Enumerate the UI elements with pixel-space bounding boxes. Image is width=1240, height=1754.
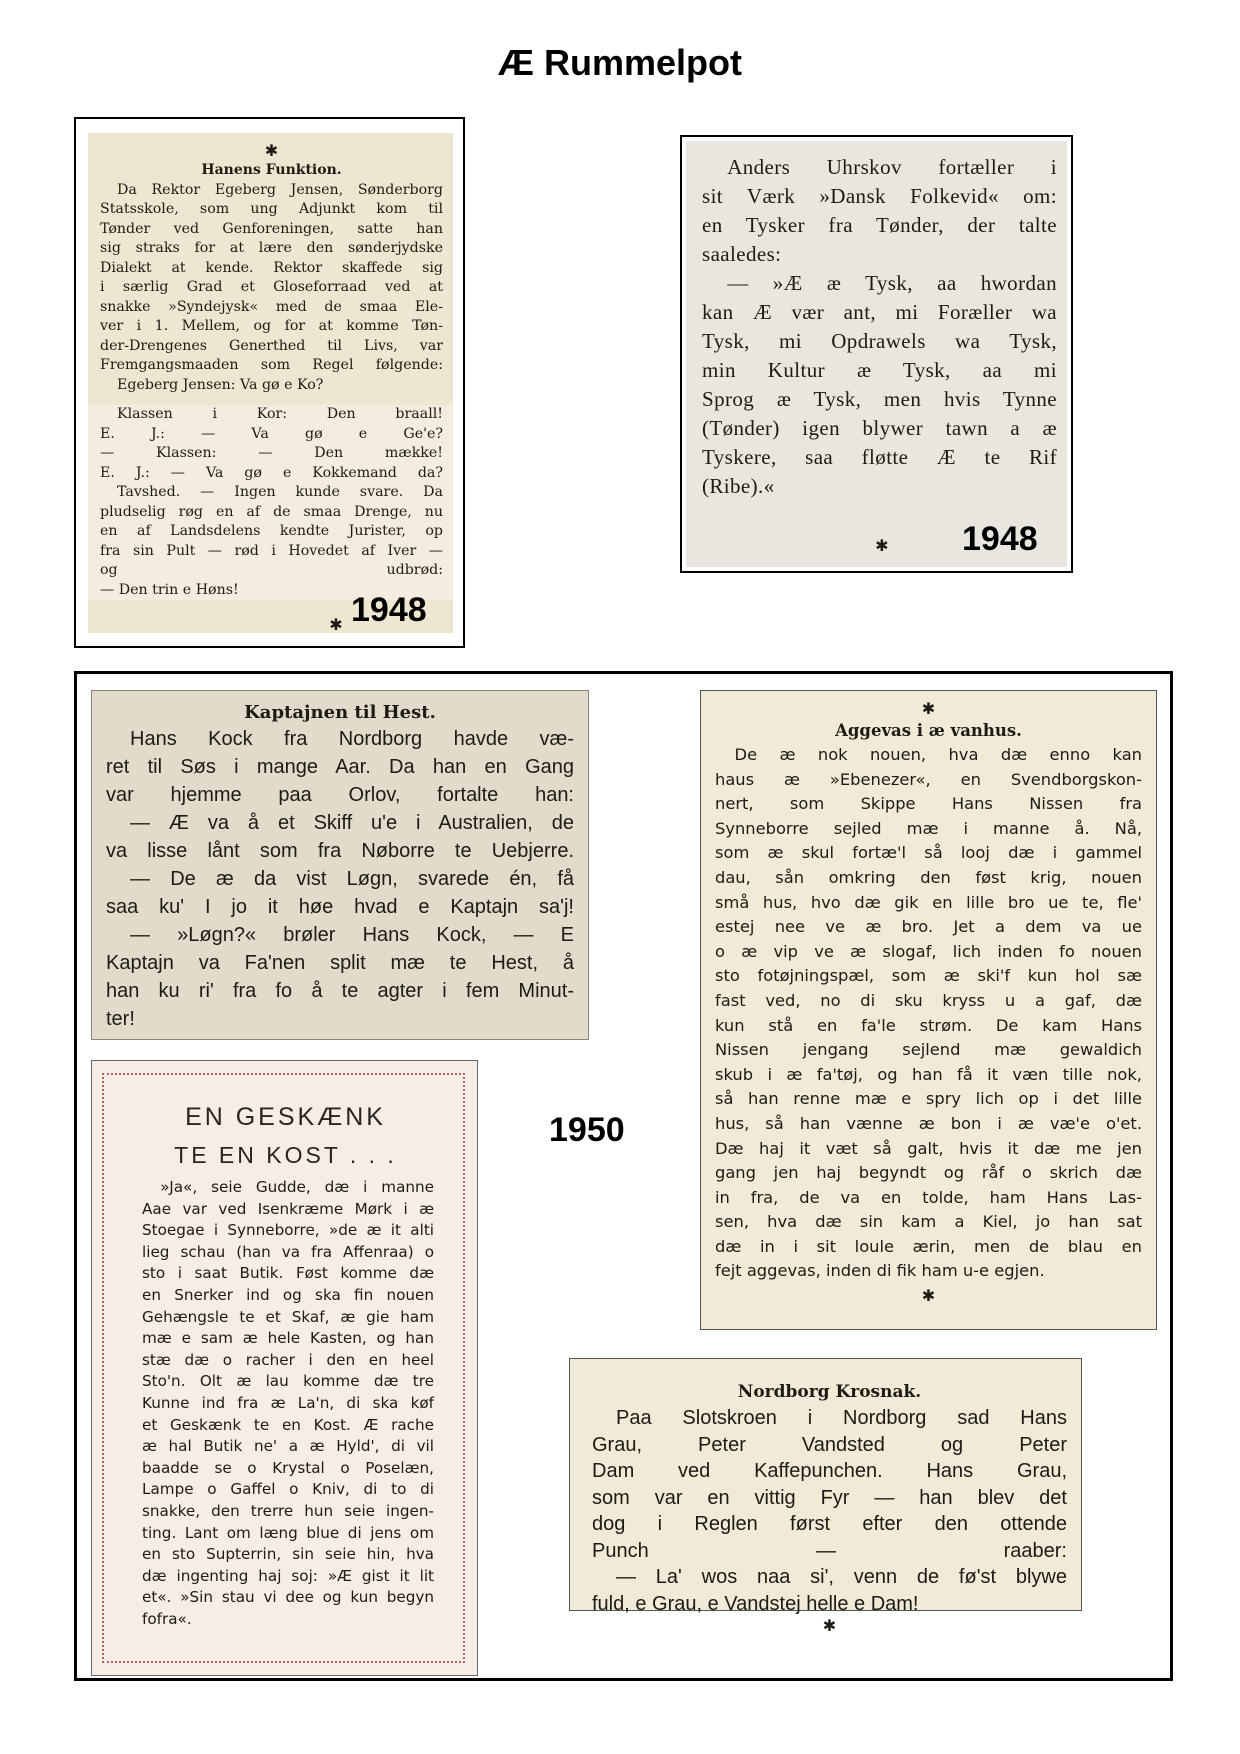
text-line: hus, så han vænne æ bon i æ væ'e o'et. (715, 1113, 1142, 1133)
text-line: gang jen haj begyndt og råf o skrich dæ (715, 1163, 1142, 1183)
clipping-kaptajnen-til-hest (91, 690, 589, 1040)
text-line: Stoegae i Synneborre, »de æ it alti (142, 1221, 434, 1240)
text-line: en Tysker fra Tønder, der talte (702, 213, 1057, 237)
text-line: min Kultur æ Tysk, aa mi (702, 358, 1057, 382)
text-line: fuld, e Grau, e Vandstej helle e Dam! (592, 1592, 919, 1615)
text-line: dog i Reglen først efter den ottende (592, 1513, 1067, 1535)
year-label-1948-right: 1948 (962, 520, 1038, 558)
text-line: Anders Uhrskov fortæller i (727, 155, 1057, 179)
clipping-heading: Nordborg Krosnak. (737, 1382, 922, 1402)
text-line: pludselig røg en af de smaa Drenge, nu (100, 503, 443, 520)
text-line: ret til Søs i mange Aar. Da han en Gang (106, 756, 574, 778)
text-line: Grau, Peter Vandsted og Peter (592, 1433, 1067, 1456)
text-line: en Snerker ind og ska fin nouen (142, 1285, 434, 1304)
text-line: De æ nok nouen, hva dæ enno kan (734, 745, 1142, 764)
clipping-body (702, 153, 1057, 501)
text-line: så han renne mæ e spry lich op i det lille (715, 1089, 1142, 1109)
text-line: Fremgangsmaaden som Regel følgende: (100, 357, 443, 373)
clipping-nordborg-krosnak (569, 1358, 1082, 1635)
text-line: Punch — raaber: (592, 1539, 1067, 1562)
text-line: — Den trin e Høns! (100, 581, 239, 598)
text-line: fra sin Pult — rød i Hovedet af Iver — (100, 542, 443, 559)
text-line: ter! (106, 1008, 135, 1030)
text-line: dæ in i sit loule ærin, men de blau en (715, 1236, 1142, 1256)
text-line: et Geskænk te en Kost. Æ rache (142, 1415, 434, 1434)
text-line: Gehængsle te et Skaf, æ gie ham (142, 1307, 434, 1326)
clipping-frame-uhrskov (680, 135, 1073, 573)
text-line: fejt aggevas, inden di fik ham u-e egjen. (715, 1261, 1045, 1281)
text-line: (Ribe).« (702, 474, 775, 498)
text-line: æ hal Butik ne' a æ Hyld', di vil (142, 1437, 434, 1456)
text-line: fofra«. (142, 1609, 192, 1628)
year-label-1948-left: 1948 (351, 591, 427, 629)
year-label-1950: 1950 (549, 1111, 625, 1149)
text-line: Dæ haj it væt så galt, hvis it dæ me jen (715, 1138, 1142, 1158)
text-line: in fra, de va en tolde, ham Hans Las- (715, 1187, 1142, 1207)
text-line: Dam ved Kaffepunchen. Hans Grau, (592, 1460, 1067, 1482)
text-line: Dialekt at kende. Rektor skaffede sig (100, 259, 443, 276)
text-line: Hans Kock fra Nordborg havde væ- (130, 728, 574, 750)
clipping-heading: Aggevas i æ vanhus. (835, 721, 1022, 740)
clipping-hanens-funktion (88, 133, 453, 633)
text-line: Sto'n. Olt æ lau komme dæ tre (142, 1372, 434, 1391)
text-line: haus æ »Ebenezer«, en Svendborgskon- (715, 769, 1142, 789)
star-ornament: ✱ (822, 1618, 837, 1635)
text-line: Tavshed. — Ingen kunde svare. Da (117, 484, 443, 500)
clipping-body (715, 743, 1142, 1284)
text-line: mæ e sam æ hele Kasten, og han (142, 1329, 434, 1348)
text-line: Da Rektor Egeberg Jensen, Sønderborg (117, 181, 443, 198)
text-line: som var en vittig Fyr — han blev det (592, 1486, 1067, 1509)
section-1950-frame (74, 671, 1173, 1681)
text-line: som æ skul fortæ'l så looj dæ i gammel (715, 843, 1142, 863)
text-line: Tønder ved Genforeningen, satte han (100, 220, 443, 237)
text-line: va lisse lånt som fra Nøborre te Uebjerre. (106, 840, 574, 862)
text-line: ver i 1. Mellem, og for at komme Tøn- (100, 318, 443, 334)
text-line: Tysk, mi Opdrawels wa Tysk, (702, 329, 1057, 353)
clipping-body-b (88, 405, 453, 600)
clipping-heading: Hanens Funktion. (201, 162, 342, 178)
clipping-aggevas (700, 690, 1157, 1330)
text-line: Tyskere, saa fløtte Æ te Rif (702, 445, 1057, 469)
text-line: små hus, hvo dæ gik en lille bro ue te, fle' (715, 892, 1142, 912)
clipping-heading-1: EN GESKÆNK (185, 1103, 386, 1131)
text-line: — »Løgn?« brøler Hans Kock, — E (130, 924, 574, 946)
text-line: estej nee ve æ bro. Jet a dem va ue (715, 917, 1142, 937)
text-line: sig straks for at lære den sønderjydske (100, 240, 443, 256)
star-ornament: ✱ (921, 699, 936, 718)
text-line: Nissen jengang sejlend mæ gewaldich (715, 1040, 1142, 1060)
text-line: var hjemme paa Orlov, fortalte han: (106, 784, 574, 806)
text-line: Egeberg Jensen: Va gø e Ko? (117, 376, 324, 393)
text-line: o æ vip ve æ slogaf, lich inden fo nouen (715, 941, 1142, 961)
text-line: sto fotøjningspæl, som æ ski'f kun hol sæ (715, 966, 1142, 986)
text-line: sen, hva dæ sin kam a Kiel, jo han sat (715, 1212, 1142, 1232)
text-line: fast ved, no di sku kryss u a gaf, dæ (715, 990, 1142, 1010)
text-line: saaledes: (702, 242, 782, 266)
text-line: dau, sån omkring den føst krig, nouen (715, 867, 1142, 887)
clipping-body (106, 725, 574, 1033)
text-line: saa ku' I jo it høe hvad e Kaptajn sa'j! (106, 896, 574, 918)
text-line: ting. Lant om læng blue di jens om (142, 1523, 434, 1542)
text-line: — »Æ æ Tysk, aa hwordan (727, 271, 1057, 295)
text-line: Paa Slotskroen i Nordborg sad Hans (616, 1407, 1067, 1429)
star-ornament-bottom: ✱ (921, 1286, 936, 1306)
star-ornament-bottom: ✱ (329, 615, 343, 634)
clipping-body-a (100, 181, 443, 396)
text-line: der-Drengenes Generthed til Livs, var (100, 337, 443, 354)
text-line: dæ ingenting haj soj: »Æ gist it lit (142, 1566, 434, 1585)
text-line: Synneborre sejled mæ i manne å. Nå, (715, 818, 1142, 838)
text-line: — La' wos naa si', venn de fø'st blywe (616, 1566, 1067, 1588)
text-line: sit Værk »Dansk Folkevid« om: (702, 184, 1057, 208)
star-ornament: ✱ (875, 538, 889, 555)
text-line: — Æ va å et Skiff u'e i Australien, de (130, 812, 574, 834)
text-line: et«. »Sin stau vi dee og kun begyn (142, 1588, 434, 1607)
text-line: og udbrød: (100, 562, 443, 578)
clipping-heading-2: TE EN KOST . . . (174, 1142, 397, 1168)
text-line: Aae var ved Isenkræme Mørk i æ (142, 1199, 434, 1218)
text-line: en sto Supterrin, sin seie hin, hva (142, 1545, 434, 1564)
text-line: E. J.: — Va gø e Ge'e? (100, 425, 443, 442)
page-title: Æ Rummelpot (497, 42, 742, 83)
clipping-body (142, 1177, 434, 1630)
text-line: E. J.: — Va gø e Kokkemand da? (100, 464, 443, 481)
star-ornament: ✱ (264, 141, 279, 160)
text-line: en af Landsdelens kendte Jurister, op (100, 523, 443, 539)
text-line: »Ja«, seie Gudde, dæ i manne (160, 1178, 434, 1196)
text-line: Klassen i Kor: Den braall! (117, 406, 443, 422)
text-line: kan Æ vær ant, mi Foræller wa (702, 300, 1057, 324)
text-line: Sprog æ Tysk, men hvis Tynne (702, 387, 1057, 411)
text-line: skub i æ fa'tøj, og han få it væn tille nok, (715, 1064, 1142, 1084)
text-line: han ku ri' fra fo å te agter i fem Minut- (106, 980, 574, 1002)
clipping-frame-hanens-funktion (74, 117, 465, 648)
text-line: — Klassen: — Den mække! (100, 445, 443, 461)
text-line: snakke, den trerre hun seie ingen- (142, 1501, 434, 1520)
clipping-uhrskov (686, 141, 1067, 567)
text-line: baadde se o Krystal o Poselæn, (142, 1458, 434, 1477)
text-line: sto i saat Butik. Føst komme dæ (142, 1264, 434, 1283)
text-line: nert, som Skippe Hans Nissen fra (715, 794, 1142, 814)
text-line: (Tønder) igen blywer tawn a æ (702, 416, 1057, 440)
clipping-body (592, 1405, 1067, 1617)
text-line: lieg schau (han va fra Affenraa) o (142, 1242, 434, 1261)
text-line: Kaptajn va Fa'nen split mæ te Hest, å (106, 952, 574, 974)
clipping-heading: Kaptajnen til Hest. (244, 702, 436, 723)
text-line: Lampe o Gaffel o Kniv, di to di (142, 1480, 434, 1499)
text-line: Statsskole, som ung Adjunkt kom til (100, 201, 443, 217)
text-line: — De æ da vist Løgn, svarede én, få (130, 868, 574, 890)
text-line: i særlig Grad et Gloseforraad ved at (100, 279, 443, 295)
clipping-geskaenk (91, 1060, 478, 1676)
text-line: snakke »Syndejysk« med de smaa Ele- (100, 298, 443, 315)
text-line: Kunne ind fra æ La'n, di ska køf (142, 1393, 434, 1412)
text-line: kun stå en fa'le strøm. De kam Hans (715, 1015, 1142, 1035)
text-line: stæ dæ o racher i den en heel (142, 1350, 434, 1369)
